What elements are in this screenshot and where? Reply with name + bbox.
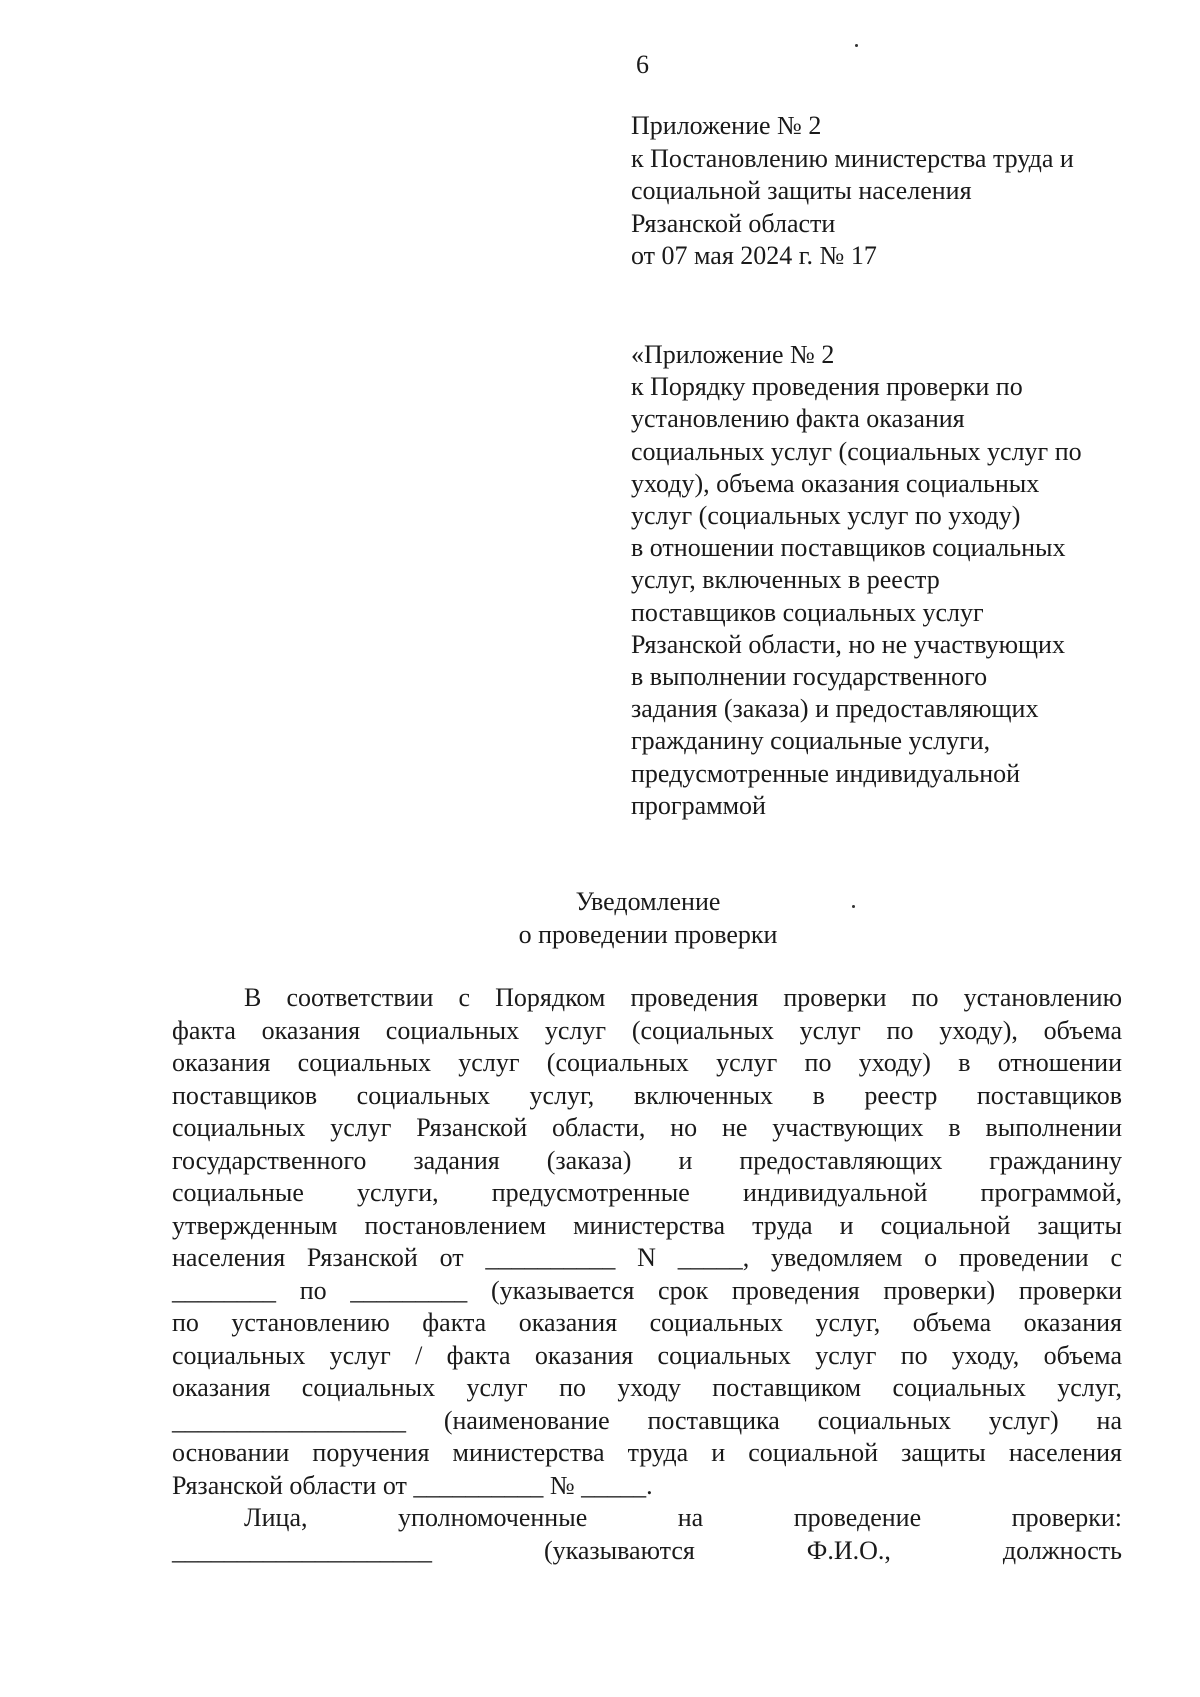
appendix-header <box>631 110 1151 273</box>
body-line: основании поручения министерства труда и социальной защиты населения <box>172 1438 1122 1467</box>
body-line: В соответствии с Порядком проведения проверки по установлению <box>244 983 1122 1012</box>
body-line: оказания социальных услуг (социальных услуг по уходу) в отношении <box>172 1048 1122 1077</box>
appendix-header-line: Рязанской области <box>631 208 836 238</box>
quoted-appendix-line: к Порядку проведения проверки по <box>631 372 1023 402</box>
quoted-appendix-line: задания (заказа) и предоставляющих <box>631 694 1039 724</box>
quoted-appendix-line: социальных услуг (социальных услуг по <box>631 436 1082 466</box>
appendix-header-line: Приложение № 2 <box>631 111 822 140</box>
notice-body <box>172 982 1122 1567</box>
notice-subtitle: о проведении проверки <box>518 920 778 949</box>
quoted-appendix-line: программой <box>631 790 766 820</box>
body-line: ____________________ (указываются Ф.И.О., должность <box>172 1535 1122 1565</box>
quoted-appendix-line: поставщиков социальных услуг <box>631 597 984 627</box>
body-line: населения Рязанской от __________ N _____, уведомляем о проведении с <box>172 1243 1122 1272</box>
quoted-appendix-line: в выполнении государственного <box>631 662 988 692</box>
body-line: оказания социальных услуг по уходу поставщиком социальных услуг, <box>172 1373 1122 1402</box>
quoted-appendix-line: предусмотренные индивидуальной <box>631 758 1021 788</box>
appendix-header-line: к Постановлению министерства труда и <box>631 143 1074 173</box>
page-number: 6 <box>636 50 649 79</box>
quoted-appendix-line: услуг, включенных в реестр <box>631 565 940 595</box>
quoted-appendix-line: гражданину социальные услуги, <box>631 726 991 756</box>
body-line: Рязанской области от __________ № _____. <box>172 1470 653 1500</box>
notice-title: Уведомление <box>575 887 721 916</box>
quoted-appendix-line: «Приложение № 2 <box>631 340 835 369</box>
body-line: социальные услуги, предусмотренные индивидуальной программой, <box>172 1178 1122 1207</box>
body-line: утвержденным постановлением министерства труда и социальной защиты <box>172 1210 1122 1240</box>
body-line: __________________ (наименование поставщика социальных услуг) на <box>172 1405 1122 1435</box>
scan-speck <box>855 44 858 47</box>
quoted-appendix-line: уходу), объема оказания социальных <box>631 468 1040 498</box>
quoted-appendix-line: услуг (социальных услуг по уходу) <box>631 501 1021 531</box>
appendix-header-line: социальной защиты населения <box>631 176 972 205</box>
body-line: социальных услуг / факта оказания социальных услуг по уходу, объема <box>172 1340 1122 1370</box>
body-line: ________ по _________ (указывается срок проведения проверки) проверки <box>172 1275 1122 1305</box>
quoted-appendix-line: Рязанской области, но не участвующих <box>631 629 1065 659</box>
body-line: по установлению факта оказания социальных услуг, объема оказания <box>172 1308 1122 1337</box>
quoted-appendix-line: установлению факта оказания <box>631 404 965 434</box>
body-line: государственного задания (заказа) и предоставляющих гражданину <box>172 1145 1122 1175</box>
body-line: поставщиков социальных услуг, включенных в реестр поставщиков <box>172 1080 1122 1110</box>
body-line: факта оказания социальных услуг (социальных услуг по уходу), объема <box>172 1015 1122 1045</box>
quoted-appendix-line: в отношении поставщиков социальных <box>631 533 1066 563</box>
quoted-appendix <box>631 339 1151 822</box>
body-line: социальных услуг Рязанской области, но не участвующих в выполнении <box>172 1113 1122 1142</box>
body-line: Лица, уполномоченные на проведение проверки: <box>244 1503 1122 1532</box>
appendix-header-line: от 07 мая 2024 г. № 17 <box>631 241 877 270</box>
